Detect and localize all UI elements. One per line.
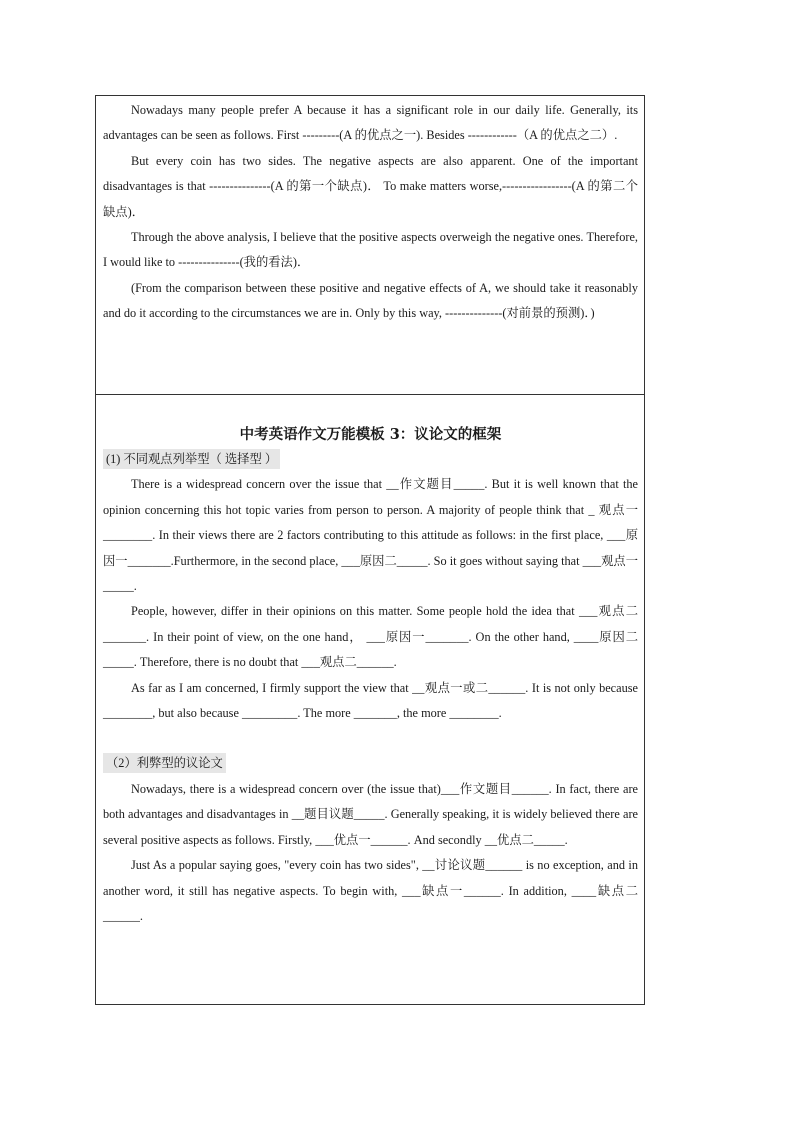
template-cell-2 xyxy=(96,395,644,1004)
section-title: 中考英语作文万能模板 3：议论文的框架 xyxy=(239,426,502,443)
paragraph: There is a widespread concern over the issue that __作文题目_____. But it is well known that the opinion concerning this hot topic varies from person to person. A majority of people think that _ 观点一________. In their views there are 2 factors contributing to this attitude as follows: in the first place, ___原因一_______.Furthermore, in the second place, ___原因二_____. So it goes without saying that ___观点一_____. xyxy=(103,477,638,594)
template-cell-1 xyxy=(96,96,644,395)
spacer xyxy=(103,726,638,750)
subheading-1: (1) 不同观点列举型（ 选择型 ） xyxy=(103,449,280,469)
paragraph: Just As a popular saying goes, "every coin has two sides", __讨论议题______ is no exception, and in another word, it still has negative aspects. To begin with, ___缺点一______. In addition, ____缺点二______. xyxy=(103,858,638,923)
paragraph: People, however, differ in their opinions on this matter. Some people hold the idea that ___观点二_______. In their point of view, on the one hand， ___原因一_______. On the other hand, ____原因二_____. Therefore, there is no doubt that ___观点二______. xyxy=(103,604,638,670)
subheading-2: （2）利弊型的议论文 xyxy=(103,753,226,773)
paragraph: (From the comparison between these positive and negative effects of A, we should take it reasonably and do it according to the circumstances we are in. Only by this way, --------------(对前景的预测)．) xyxy=(103,280,638,321)
paragraph: But every coin has two sides. The negative aspects are also apparent. One of the important disadvantages is that ---------------(A 的第一个缺点)． To make matters worse,-----------------(A 的第二个缺点)． xyxy=(103,153,638,219)
paragraph: Through the above analysis, I believe that the positive aspects overweigh the negative ones. Therefore, I would like to ---------------(我的看法)． xyxy=(103,230,638,270)
paragraph: Nowadays, there is a widespread concern over (the issue that)___作文题目______. In fact, there are both advantages and disadvantages in __题目议题_____. Generally speaking, it is widely believed there are several positive aspects as follows. Firstly, ___优点一______. And secondly __优点二_____. xyxy=(103,781,638,847)
paragraph: As far as I am concerned, I firmly support the view that __观点一或二______. It is not only because ________, but also because _________. The more _______, the more ________. xyxy=(103,680,638,721)
paragraph: Nowadays many people prefer A because it has a significant role in our daily life. Generally, its advantages can be seen as follows. First ---------(A 的优点之一). Besides ------------（A 的优点之二）. xyxy=(103,103,638,143)
template-table xyxy=(95,95,645,1005)
